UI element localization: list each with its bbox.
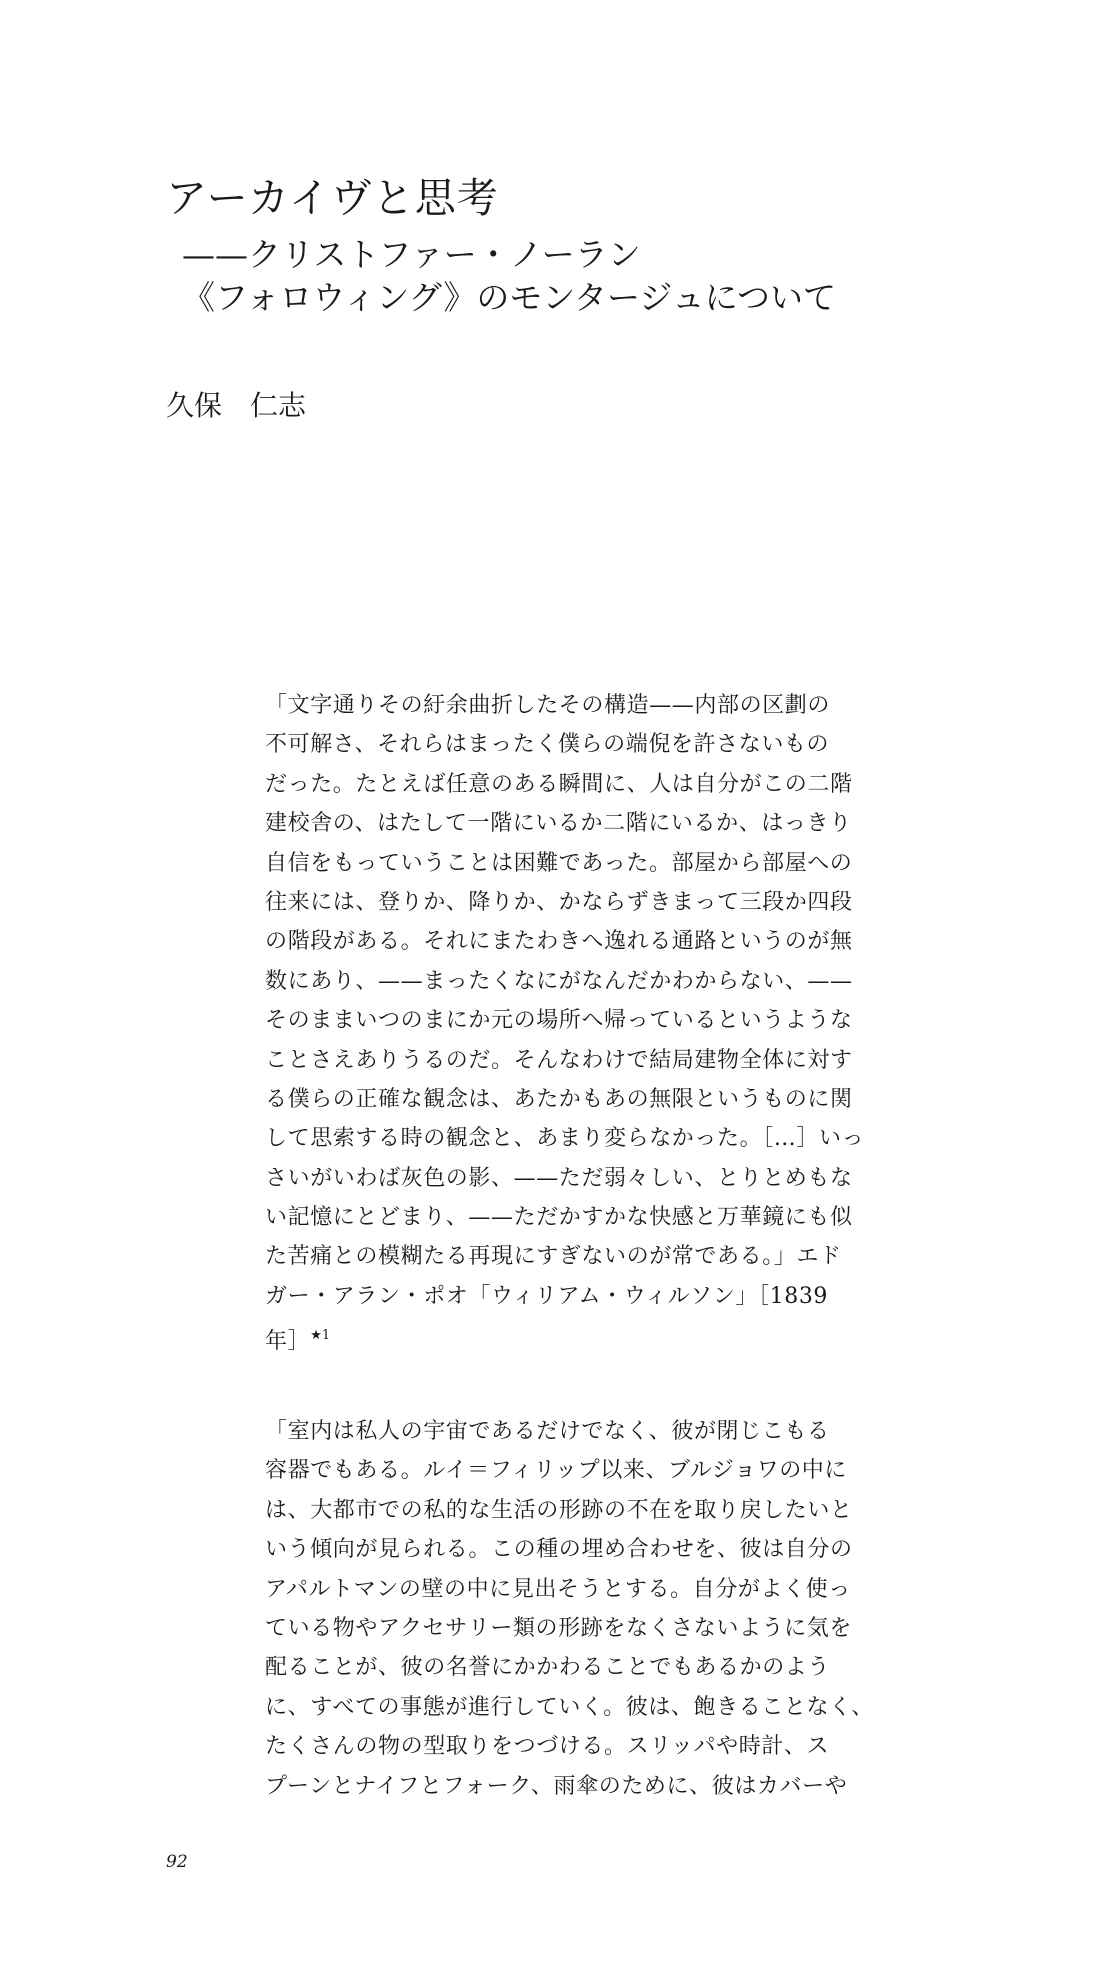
quote-line: 「文字通りその紆余曲折したその構造——内部の区劃の <box>265 693 831 718</box>
author-name: 久保 仁志 <box>166 389 307 422</box>
article-subtitle <box>182 233 836 319</box>
quote-line: 不可解さ、それらはまったく僕らの端倪を許さないもの <box>265 732 830 758</box>
quote-line: さいがいわば灰色の影、——ただ弱々しい、とりとめもな <box>265 1165 853 1191</box>
quote-line: 建校舎の、はたして一階にいるか二階にいるか、はっきり <box>265 811 852 837</box>
page-number: 92 <box>166 1852 188 1872</box>
quote-line: プーンとナイフとフォーク、雨傘のために、彼はカバーや <box>265 1773 848 1799</box>
quote-line: は、大都市での私的な生活の形跡の不在を取り戻したいと <box>265 1497 853 1523</box>
quote-line: に、すべての事態が進行していく。彼は、飽きることなく、 <box>265 1694 874 1720</box>
quote-line: ている物やアクセサリー類の形跡をなくさないように気を <box>265 1615 852 1641</box>
quote-line: い記憶にとどまり、——ただかすかな快感と万華鏡にも似 <box>265 1205 853 1231</box>
quote-line: して思索する時の観念と、あまり変らなかった。［…］いっ <box>265 1126 865 1152</box>
quote-line-last <box>265 1316 855 1355</box>
quote-line: る僕らの正確な観念は、あたかもあの無限というものに関 <box>265 1086 853 1112</box>
quote-line: 容器でもある。ルイ＝フィリップ以来、ブルジョワの中に <box>265 1458 847 1484</box>
quote-line: たくさんの物の型取りをつづける。スリッパや時計、ス <box>265 1734 830 1760</box>
footnote-marker[interactable]: ★1 <box>310 1328 331 1344</box>
quote-line: そのままいつのまにか元の場所へ帰っているというような <box>265 1008 853 1034</box>
article-title: アーカイヴと思考 <box>166 174 499 222</box>
subtitle-line-1: ——クリストファー・ノーラン <box>182 235 641 274</box>
quote-line: 配ることが、彼の名誉にかかわることでもあるかのよう <box>265 1655 831 1681</box>
quote-line: 数にあり、——まったくなにがなんだかわからない、—— <box>265 968 853 994</box>
quote-line: 自信をもっていうことは困難であった。部屋から部屋への <box>265 850 853 876</box>
quote-line: の階段がある。それにまたわきへ逸れる通路というのが無 <box>265 929 853 955</box>
quote-line: ガー・アラン・ポオ「ウィリアム・ウィルソン」［1839 <box>265 1283 829 1309</box>
quote-line: だった。たとえば任意のある瞬間に、人は自分がこの二階 <box>265 771 853 797</box>
quote-line: アパルトマンの壁の中に見出そうとする。自分がよく使っ <box>265 1576 851 1602</box>
epigraph-quote-poe <box>265 686 865 1356</box>
quote-line: た苦痛との模糊たる再現にすぎないのが常である。」エド <box>265 1244 842 1270</box>
quote-line: 「室内は私人の宇宙であるだけでなく、彼が閉じこもる <box>265 1419 830 1444</box>
quote-line: いう傾向が見られる。この種の埋め合わせを、彼は自分の <box>265 1537 853 1563</box>
epigraph-quote-benjamin <box>265 1412 874 1806</box>
subtitle-line-2: 《フォロウィング》のモンタージュについて <box>182 278 837 317</box>
quote-line: 往来には、登りか、降りか、かならずきまって三段か四段 <box>265 889 853 915</box>
quote-line: ことさえありうるのだ。そんなわけで結局建物全体に対す <box>265 1047 853 1073</box>
quote-line-last-text: 年］ <box>265 1329 311 1355</box>
